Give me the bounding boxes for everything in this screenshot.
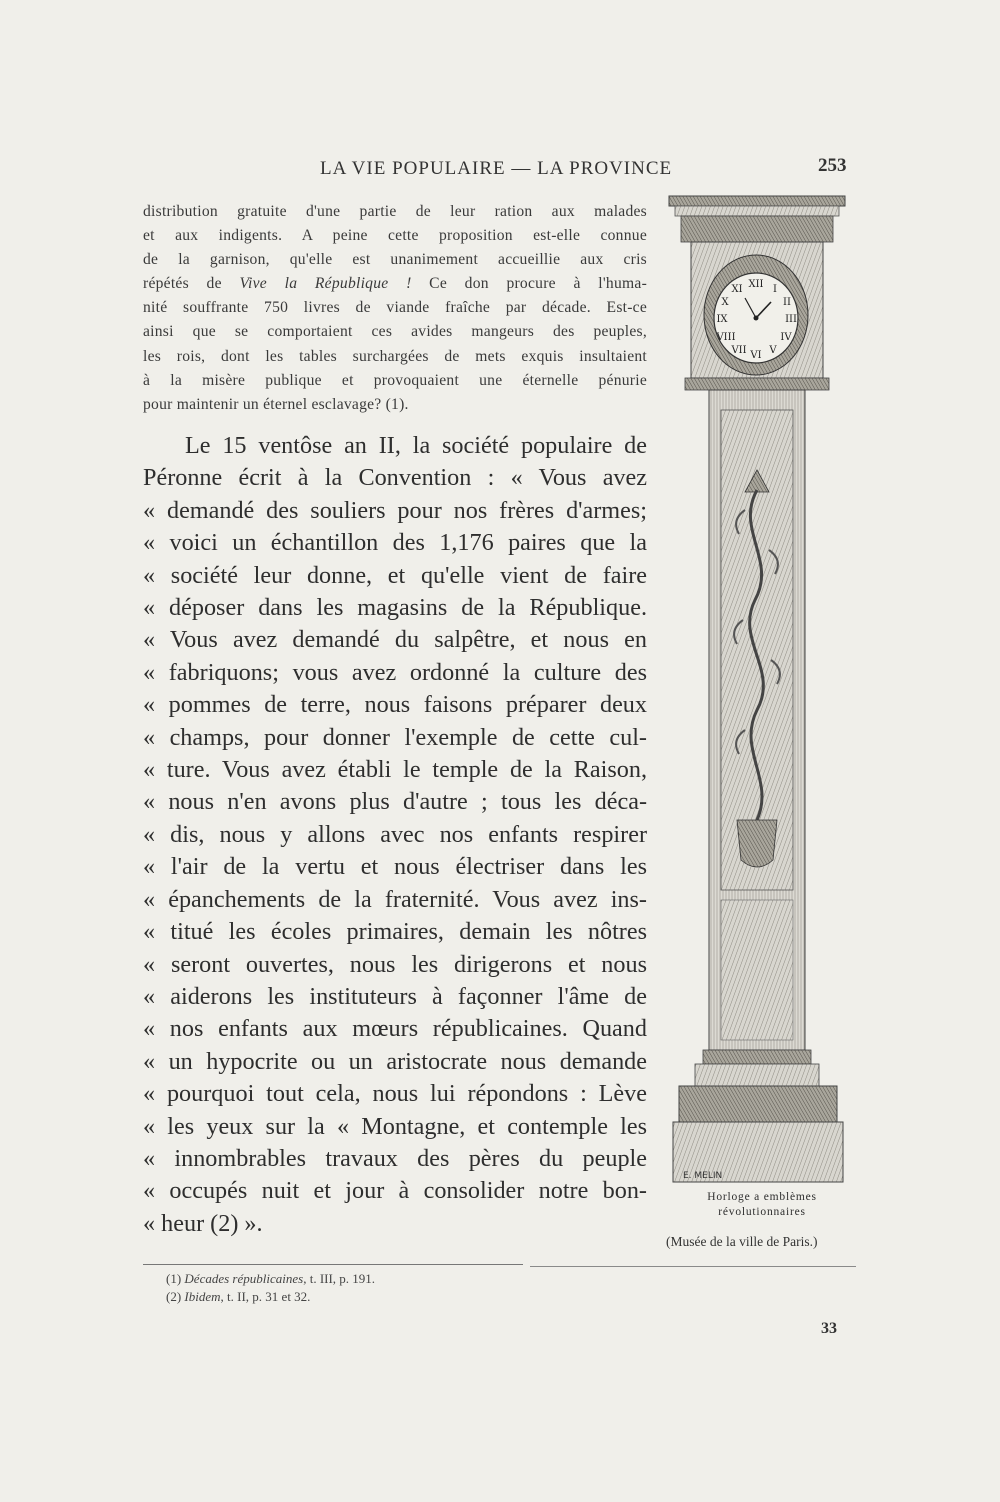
footnote-divider (143, 1264, 523, 1265)
page-number: 253 (818, 155, 847, 176)
text-segment: Ce don procure à l'huma- (411, 275, 648, 293)
text-line: « les yeux sur la « Montagne, et contemple les (143, 1112, 647, 1140)
text-line: « nous n'en avons plus d'autre ; tous les déca- (143, 788, 647, 816)
svg-text:II: II (783, 297, 791, 308)
text-line: Péronne écrit à la Convention : « Vous avez (143, 464, 647, 492)
text-line: « pommes de terre, nous faisons préparer deux (143, 691, 647, 719)
running-head: LA VIE POPULAIRE — LA PROVINCE (320, 158, 673, 179)
svg-text:VII: VII (731, 345, 747, 356)
artist-signature: E. MELIN (683, 1171, 723, 1181)
footnote-number: (2) (166, 1289, 185, 1304)
text-line: « occupés nuit et jour à consolider notre bon- (143, 1177, 647, 1205)
text-line: à la misère publique et provoquaient une éternelle pénurie (143, 371, 647, 389)
text-line: « champs, pour donner l'exemple de cette cul- (143, 723, 647, 751)
footnote-ref: , t. III, p. 191. (303, 1271, 376, 1286)
text-line: « fabriquons; vous avez ordonné la culture des (143, 658, 647, 686)
text-line: Le 15 ventôse an II, la société populaire de (185, 432, 647, 459)
caption-line: révolutionnaires (718, 1206, 806, 1218)
svg-text:X: X (721, 297, 729, 308)
clock-base (673, 1050, 843, 1182)
caption-divider (530, 1266, 856, 1267)
text-line: « innombrables travaux des pères du peuple (143, 1144, 647, 1172)
svg-text:IX: IX (716, 314, 728, 325)
clock-cornice (669, 196, 845, 242)
footnote-ref: , t. II, p. 31 et 32. (220, 1289, 311, 1304)
main-paragraph (143, 430, 647, 1240)
text-line: « pourquoi tout cela, nous lui répondons : Lève (143, 1080, 647, 1108)
footnote-number: (1) (166, 1271, 185, 1286)
text-line: distribution gratuite d'une partie de leur ration aux malades (143, 203, 647, 220)
caption-line: Horloge a emblèmes (707, 1191, 817, 1203)
text-line: pour maintenir un éternel esclavage? (1). (143, 395, 409, 413)
svg-text:VI: VI (750, 350, 762, 361)
text-line: « ture. Vous avez établi le temple de la Raison, (143, 756, 647, 784)
text-line: « heur (2) ». (143, 1209, 263, 1237)
text-line: « seront ouvertes, nous les dirigerons et nous (143, 950, 647, 978)
text-line: de la garnison, qu'elle est unanimement accueillie aux cris (143, 251, 647, 269)
svg-text:V: V (769, 345, 777, 356)
figure-caption (668, 1190, 856, 1220)
footnote-title: Décades républicaines (184, 1271, 304, 1286)
text-line: les rois, dont les tables surchargées de mets exquis insultaient (143, 347, 647, 365)
text-line: « titué les écoles primaires, demain les nôtres (143, 918, 647, 946)
svg-text:VIII: VIII (716, 332, 736, 343)
text-line: et aux indigents. A peine cette proposition est-elle connue (143, 227, 647, 245)
figure-source: (Musée de la ville de Paris.) (666, 1234, 818, 1249)
footnote-title: Ibidem (184, 1289, 221, 1304)
italic-phrase: Vive la République ! (239, 275, 412, 293)
text-line: « voici un échantillon des 1,176 paires que la (143, 529, 647, 557)
footnote-2 (166, 1288, 375, 1306)
text-line: « un hypocrite ou un aristocrate nous demande (143, 1047, 647, 1075)
svg-text:XII: XII (748, 279, 764, 290)
text-line: « dis, nous y allons avec nos enfants respirer (143, 820, 647, 848)
text-line: « épanchements de la fraternité. Vous avez ins- (143, 885, 647, 913)
text-line: « Vous avez demandé du salpêtre, et nous en (143, 626, 647, 654)
intro-paragraph (143, 200, 647, 417)
text-line: « déposer dans les magasins de la République. (143, 594, 647, 622)
footnote-1 (166, 1270, 375, 1288)
svg-text:I: I (773, 284, 777, 295)
text-line: « nos enfants aux mœurs républicaines. Quand (143, 1015, 647, 1043)
svg-text:XI: XI (731, 284, 743, 295)
clock-trunk (709, 390, 805, 1050)
text-line: ainsi que se comportaient ces avides mangeurs des peuples, (143, 323, 647, 341)
longcase-clock-illustration (665, 190, 855, 1190)
text-line: « demandé des souliers pour nos frères d'armes; (143, 496, 647, 524)
svg-text:III: III (785, 314, 797, 325)
text-line (143, 272, 647, 296)
text-line: « l'air de la vertu et nous électriser dans les (143, 853, 647, 881)
printer-signature: 33 (821, 1320, 837, 1337)
text-segment: répétés de (143, 275, 240, 293)
clock-hood (685, 242, 829, 390)
svg-text:IV: IV (780, 332, 792, 343)
footnotes (166, 1270, 375, 1306)
text-line: « société leur donne, et qu'elle vient de faire (143, 561, 647, 589)
text-line: nité souffrante 750 livres de viande fraîche par décade. Est-ce (143, 299, 647, 317)
text-line: « aiderons les instituteurs à façonner l'âme de (143, 982, 647, 1010)
